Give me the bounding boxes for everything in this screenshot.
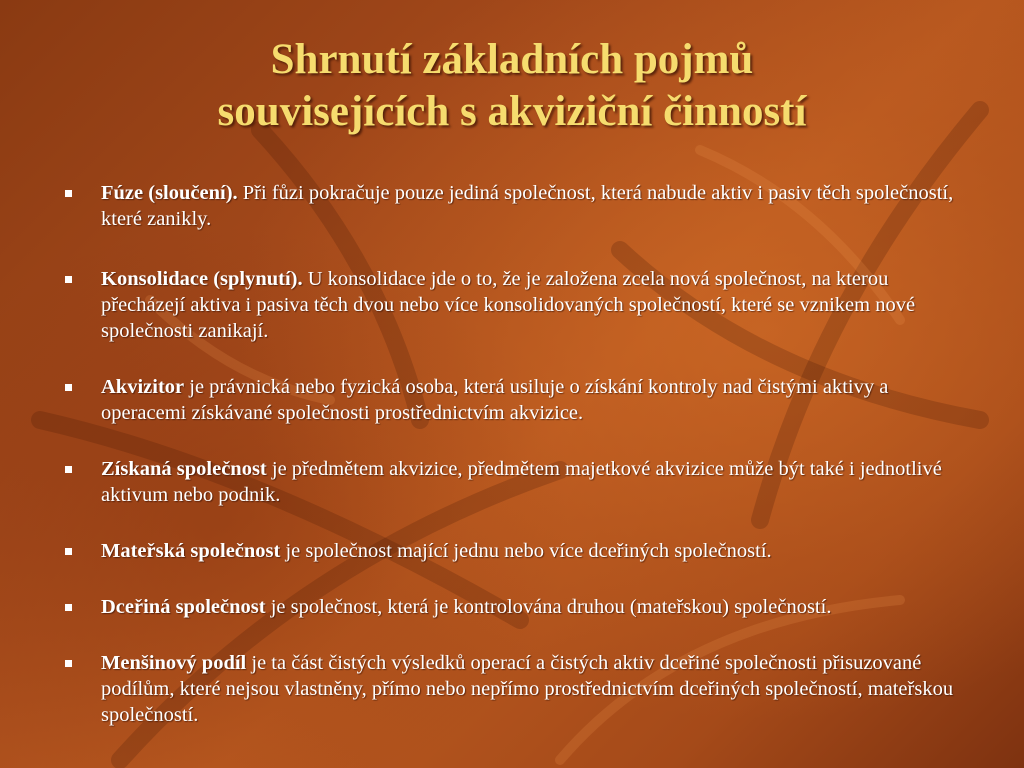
square-bullet-icon: [65, 384, 72, 391]
bullet-term: Mateřská společnost: [101, 540, 281, 562]
square-bullet-icon: [65, 548, 72, 555]
bullet-text: je společnost mající jednu nebo více dceřiných společností.: [280, 540, 772, 562]
square-bullet-icon: [65, 190, 72, 197]
bullet-item-akvizitor: [60, 374, 960, 426]
bullet-item-materska-spolecnost: [60, 538, 960, 564]
bullet-term: Dceřiná společnost: [101, 596, 266, 618]
bullet-term: Akvizitor: [101, 376, 185, 398]
bullet-text: U konsolidace jde o to, že je založena zcela nová společnost, na kterou přecházejí aktiva i pasiva těch dvou nebo více konsolidovaných společností, které se vznikem nové společnosti zanikají.: [101, 268, 916, 342]
bullet-text: Při fůzi pokračuje pouze jediná společnost, která nabude aktiv i pasiv těch společností, které zanikly.: [101, 182, 954, 230]
bullet-item-dcerina-spolecnost: [60, 594, 960, 620]
bullet-text: je ta část čistých výsledků operací a čistých aktiv dceřiné společnosti přisuzované podílům, které nejsou vlastněny, přímo nebo nepřímo prostřednictvím dceřiných společností, mateřskou společností.: [101, 652, 954, 726]
bullet-item-ziskana-spolecnost: [60, 456, 960, 508]
slide-title-line-2: souvisejících s akviziční činností: [217, 88, 807, 135]
bullet-term: Získaná společnost: [101, 458, 267, 480]
square-bullet-icon: [65, 276, 72, 283]
bullet-list: [60, 180, 960, 728]
bullet-text: je předmětem akvizice, předmětem majetkové akvizice může být také i jednotlivé aktivum nebo podnik.: [101, 458, 942, 506]
bullet-item-mensinovy-podil: [60, 650, 960, 728]
bullet-term: Konsolidace (splynutí).: [101, 268, 303, 290]
square-bullet-icon: [65, 604, 72, 611]
bullet-item-konsolidace: [60, 266, 960, 344]
bullet-term: Menšinový podíl: [101, 652, 247, 674]
bullet-term: Fúze (sloučení).: [101, 182, 238, 204]
slide-title: [60, 34, 964, 138]
bullet-text: je společnost, která je kontrolována druhou (mateřskou) společností.: [265, 596, 832, 618]
square-bullet-icon: [65, 466, 72, 473]
bullet-item-fuze: [60, 180, 960, 232]
square-bullet-icon: [65, 660, 72, 667]
slide-title-line-1: Shrnutí základních pojmů: [270, 36, 754, 83]
bullet-text: je právnická nebo fyzická osoba, která usiluje o získání kontroly nad čistými aktivy a operacemi získávané společnosti prostřednictvím akvizice.: [101, 376, 889, 424]
